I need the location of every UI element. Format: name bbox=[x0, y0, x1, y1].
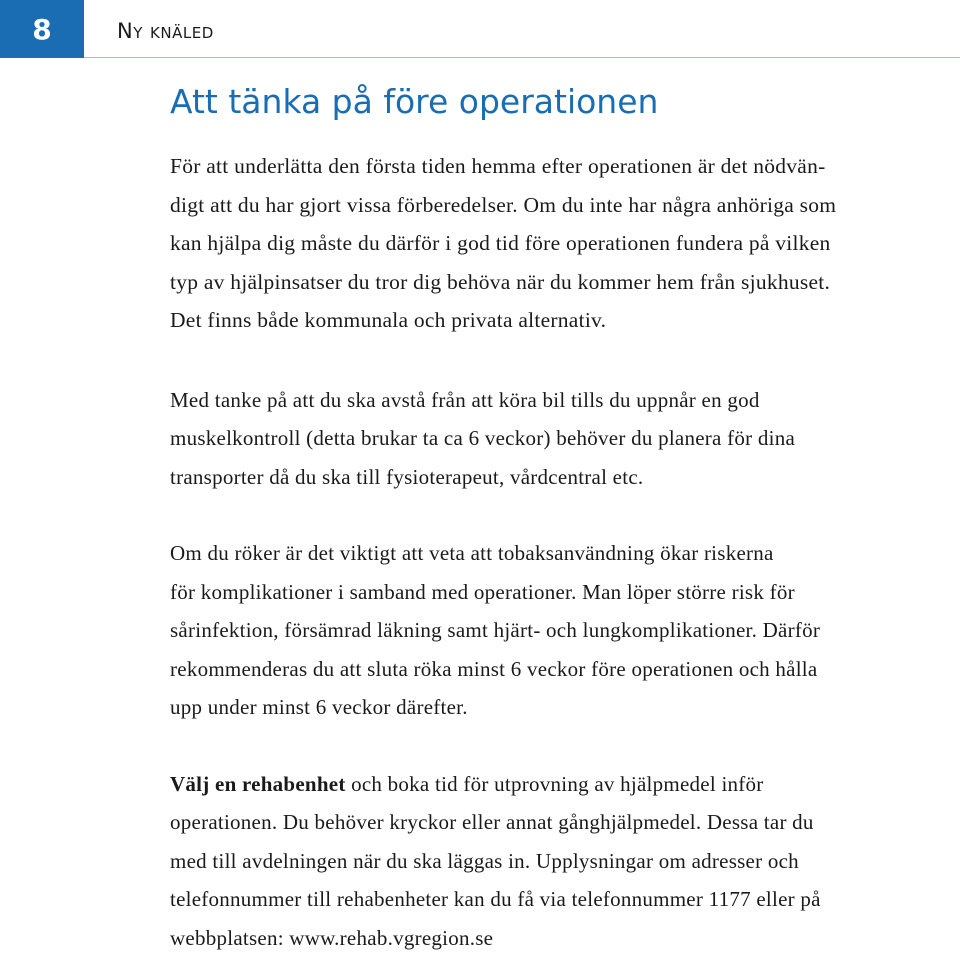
text-line: muskelkontroll (detta brukar ta ca 6 veckor) behöver du planera för dina bbox=[170, 426, 795, 450]
text-line: kan hjälpa dig måste du därför i god tid före operationen fundera på vilken bbox=[170, 231, 831, 255]
main-content bbox=[170, 78, 960, 957]
paragraph-rehab bbox=[170, 765, 960, 957]
section-title: Att tänka på före operationen bbox=[170, 78, 960, 126]
text-line: upp under minst 6 veckor därefter. bbox=[170, 695, 468, 719]
paragraph-driving bbox=[170, 381, 960, 497]
text-line: typ av hjälpinsatser du tror dig behöva när du kommer hem från sjukhuset. bbox=[170, 270, 830, 294]
text-line: rekommenderas du att sluta röka minst 6 veckor före operationen och hålla bbox=[170, 657, 817, 681]
paragraph-preparations bbox=[170, 147, 960, 340]
text-line: telefonnummer till rehabenheter kan du få via telefonnummer 1177 eller på bbox=[170, 887, 821, 911]
text-line: digt att du har gjort vissa förberedelser. Om du inte har några anhöriga som bbox=[170, 193, 836, 217]
page-number-box bbox=[0, 0, 84, 58]
text-line: Om du röker är det viktigt att veta att tobaksanvändning ökar riskerna bbox=[170, 541, 774, 565]
text-line: För att underlätta den första tiden hemma efter operationen är det nödvän- bbox=[170, 154, 826, 178]
header-rule bbox=[84, 57, 960, 58]
paragraph-smoking bbox=[170, 534, 960, 727]
bold-lead: Välj en rehabenhet bbox=[170, 772, 346, 796]
text-line: operationen. Du behöver kryckor eller annat gånghjälpmedel. Dessa tar du bbox=[170, 810, 814, 834]
text-line: Det finns både kommunala och privata alternativ. bbox=[170, 308, 606, 332]
text-line: och boka tid för utprovning av hjälpmedel inför bbox=[346, 772, 764, 796]
website-text: webbplatsen: www.rehab.vgregion.se bbox=[170, 926, 493, 950]
text-line: med till avdelningen när du ska läggas in. Upplysningar om adresser och bbox=[170, 849, 799, 873]
running-head: Ny knäled bbox=[117, 19, 214, 43]
text-line: för komplikationer i samband med operationer. Man löper större risk för bbox=[170, 580, 795, 604]
page-number: 8 bbox=[32, 13, 51, 46]
text-line: sårinfektion, försämrad läkning samt hjärt- och lungkomplikationer. Därför bbox=[170, 618, 820, 642]
text-line: Med tanke på att du ska avstå från att köra bil tills du uppnår en god bbox=[170, 388, 760, 412]
text-line: transporter då du ska till fysioterapeut, vårdcentral etc. bbox=[170, 465, 643, 489]
